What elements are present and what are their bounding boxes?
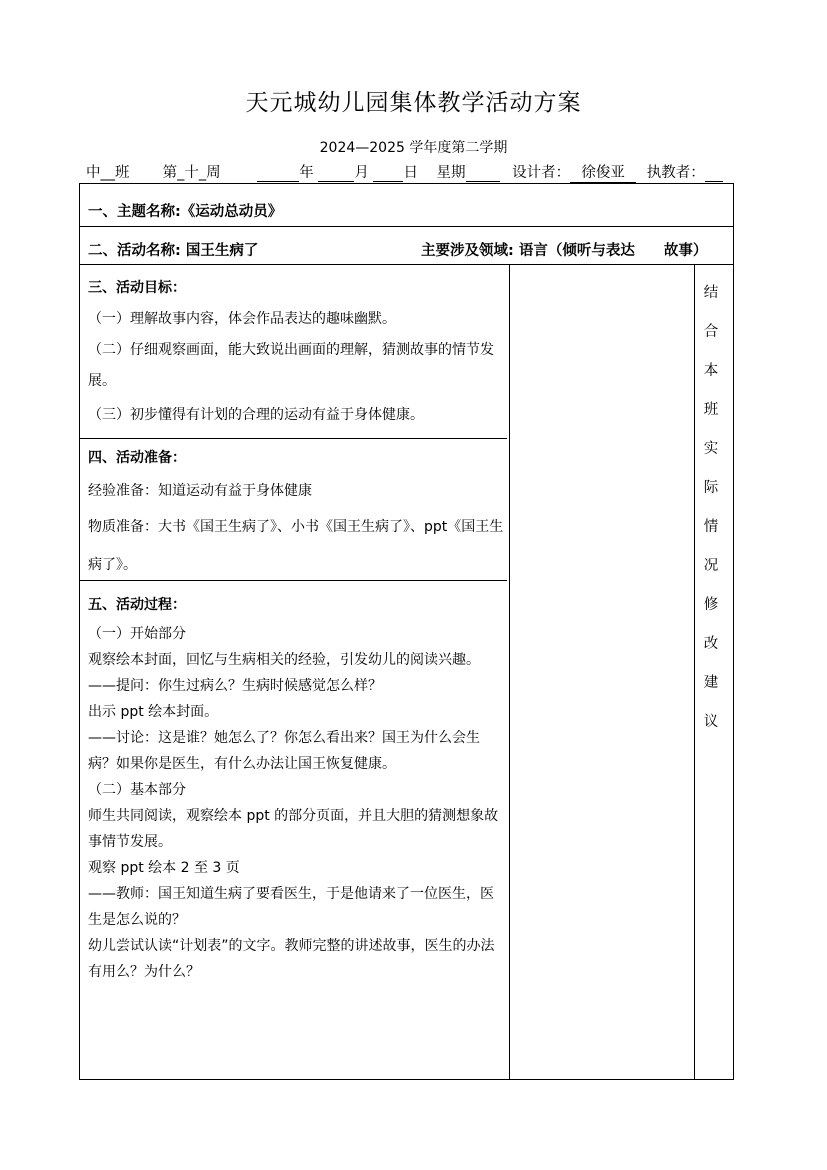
year-label: 年: [299, 165, 314, 181]
row-divider: [80, 438, 507, 439]
month-blank: [318, 165, 354, 182]
day-label: 日: [403, 165, 418, 181]
teacher-label: 执教者：: [646, 165, 705, 181]
process-line: 观察 ppt 绘本 2 至 3 页: [88, 860, 240, 876]
designer-name: 徐俊亚: [570, 161, 636, 183]
goal-item: （二）仔细观察画面，能大致说出画面的理解，猜测故事的情节发展。: [88, 342, 494, 389]
vertical-char: 结: [703, 285, 719, 301]
process-line: 观察绘本封面，回忆与生病相关的经验，引发幼儿的阅读兴趣。: [88, 652, 480, 668]
row-divider: [80, 264, 733, 265]
vertical-char: 实: [703, 441, 719, 457]
teacher-blank: [705, 165, 723, 182]
designer-label: 设计者：: [512, 165, 571, 181]
goals-heading: 三、活动目标：: [88, 280, 186, 296]
vertical-char: 班: [703, 402, 719, 418]
process-line: ——讨论：这是谁？她怎么了？你怎么看出来？国王为什么会生病？如果你是医生，有什么办法让国王恢复健康。: [88, 730, 480, 772]
vertical-char: 况: [703, 558, 719, 574]
week-field: 第_十_周: [162, 165, 221, 181]
vertical-char: 际: [703, 480, 719, 496]
process-heading: 五、活动过程：: [88, 597, 186, 613]
activity-name: 二、活动名称: 国王生病了: [88, 243, 259, 259]
theme-name: 一、主题名称:《运动总动员》: [88, 204, 283, 220]
year-blank: [257, 165, 299, 182]
semester-subtitle: 2024—2025 学年度第二学期: [319, 140, 508, 156]
plan-table: [79, 183, 734, 1080]
revision-suggestion-column: [694, 274, 728, 742]
process-line: （一）开始部分: [88, 626, 186, 642]
col-divider: [509, 264, 510, 1079]
process-line: 师生共同阅读，观察绘本 ppt 的部分页面，并且大胆的猜测想象故事情节发展。: [88, 808, 499, 850]
prep-item: 经验准备：知道运动有益于身体健康: [88, 483, 312, 499]
goal-item: （一）理解故事内容，体会作品表达的趣味幽默。: [88, 311, 396, 327]
process-line: （二）基本部分: [88, 782, 186, 798]
process-line: 出示 ppt 绘本封面。: [88, 704, 219, 720]
prep-cell: [88, 442, 506, 584]
vertical-char: 修: [703, 597, 719, 613]
vertical-char: 情: [703, 519, 719, 535]
process-cell: [88, 589, 506, 985]
info-line: [86, 161, 746, 183]
vertical-char: 合: [703, 324, 719, 340]
weekday-blank: [466, 165, 500, 182]
goals-cell: [88, 273, 506, 431]
month-label: 月: [354, 165, 369, 181]
weekday-label: 星期: [436, 165, 466, 181]
vertical-char: 本: [703, 363, 719, 379]
class-field: 中__班: [86, 165, 130, 181]
prep-heading: 四、活动准备：: [88, 450, 186, 466]
prep-item: 物质准备：大书《国王生病了》、小书《国王生病了》、ppt《国王生病了》。: [88, 519, 504, 573]
process-line: ——教师：国王知道生病了要看医生，于是他请来了一位医生，医生是怎么说的？: [88, 886, 494, 928]
vertical-char: 改: [703, 636, 719, 652]
day-blank: [373, 165, 403, 182]
activity-domain: 主要涉及领域: 语言（倾听与表达 故事）: [421, 243, 708, 259]
process-line: ——提问：你生过病么？生病时候感觉怎么样？: [88, 678, 382, 694]
process-line: 幼儿尝试认读“计划表”的文字。教师完整的讲述故事，医生的办法有用么？为什么？: [88, 938, 495, 980]
page-title: 天元城幼儿园集体教学活动方案: [245, 90, 582, 116]
vertical-char: 建: [703, 675, 719, 691]
goal-item: （三）初步懂得有计划的合理的运动有益于身体健康。: [88, 407, 424, 423]
row-divider: [80, 226, 733, 227]
vertical-char: 议: [703, 714, 719, 730]
